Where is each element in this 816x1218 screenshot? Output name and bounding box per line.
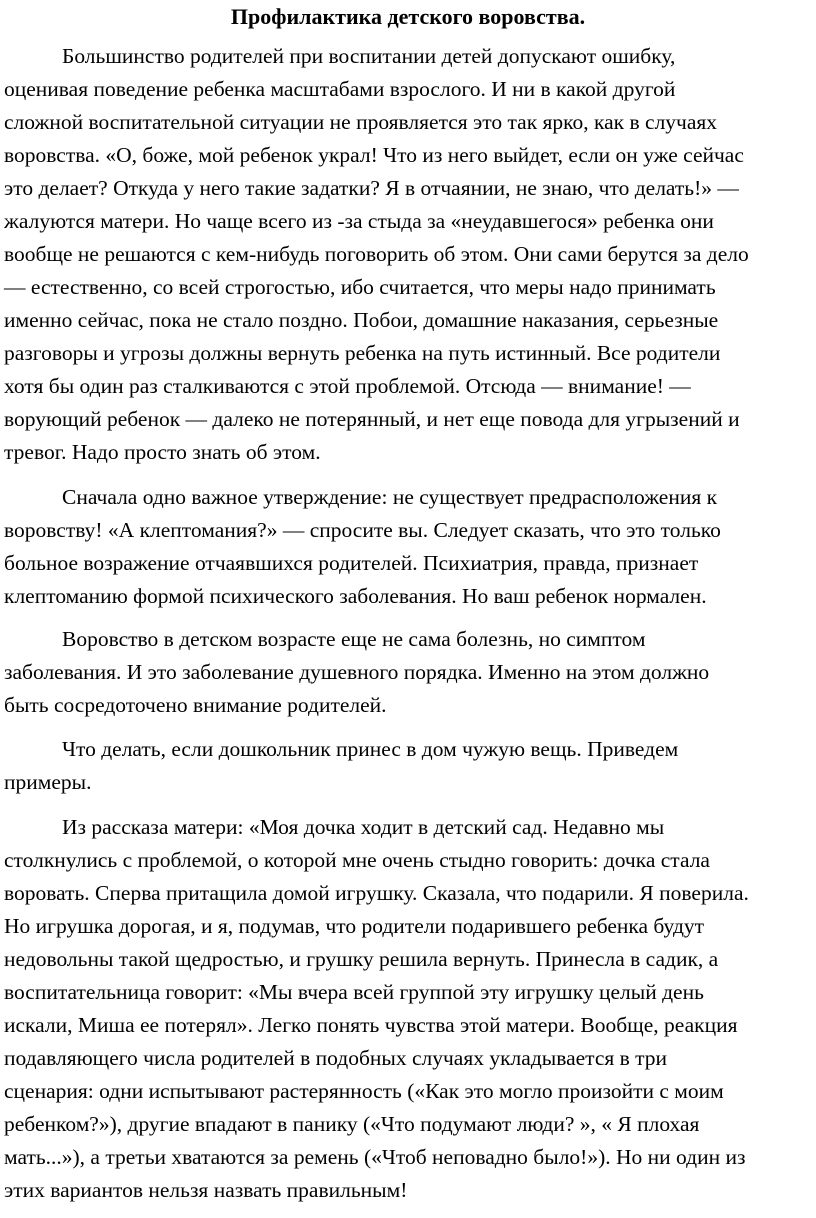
text-line: больное возражение отчаявшихся родителей. Психиатрия, правда, признает [4,551,699,575]
text-line: именно сейчас, пока не стало поздно. Побои, домашние наказания, серьезные [4,308,719,332]
text-line: воровать. Сперва притащила домой игрушку. Сказала, что подарили. Я поверила. [4,881,749,905]
text-line: оценивая поведение ребенка масштабами взрослого. И ни в какой другой [4,77,676,101]
text-line: Из рассказа матери: «Моя дочка ходит в детский сад. Недавно мы [62,815,665,839]
text-line: подавляющего числа родителей в подобных случаях укладывается в три [4,1046,668,1070]
text-line: Сначала одно важное утверждение: не существует предрасположения к [62,485,718,509]
text-line: разговоры и угрозы должны вернуть ребенка на путь истинный. Все родители [4,341,721,365]
text-line: мать...»), а третьи хватаются за ремень («Чтоб неповадно было!»). Но ни один из [4,1145,746,1169]
text-line: ворующий ребенок — далеко не потерянный, и нет еще повода для угрызений и [4,407,740,431]
text-line: Большинство родителей при воспитании детей допускают ошибку, [62,44,676,68]
text-line: искали, Миша ее потерял». Легко понять чувства этой матери. Вообще, реакция [4,1013,738,1037]
text-line: этих вариантов нельзя назвать правильным! [4,1178,408,1202]
text-line: хотя бы один раз сталкиваются с этой проблемой. Отсюда — внимание! — [4,374,691,398]
text-line: Воровство в детском возрасте еще не сама болезнь, но симптом [62,627,646,651]
text-line: вообще не решаются с кем-нибудь поговорить об этом. Они сами берутся за дело [4,242,749,266]
text-line: — естественно, со всей строгостью, ибо считается, что меры надо принимать [4,275,716,299]
text-line: быть сосредоточено внимание родителей. [4,693,387,717]
text-line: сценария: одни испытывают растерянность («Как это могло произойти с моим [4,1079,724,1103]
text-line: примеры. [4,770,92,794]
text-line: жалуются матери. Но чаще всего из -за стыда за «неудавшегося» ребенка они [4,209,714,233]
text-line: воровству! «А клептомания?» — спросите вы. Следует сказать, что это только [4,518,721,542]
text-line: столкнулись с проблемой, о которой мне очень стыдно говорить: дочка стала [4,848,710,872]
text-line: ребенком?»), другие впадают в панику («Что подумают люди? », « Я плохая [4,1112,700,1136]
text-line: воровства. «О, боже, мой ребенок украл! Что из него выйдет, если он уже сейчас [4,143,744,167]
document-title: Профилактика детского воровства. [230,4,586,29]
text-line: недовольны такой щедростью, и грушку решила вернуть. Принесла в садик, а [4,947,719,971]
text-line: Что делать, если дошкольник принес в дом чужую вещь. Приведем [62,737,679,761]
text-line: сложной воспитательной ситуации не проявляется это так ярко, как в случаях [4,110,718,134]
text-line: Но игрушка дорогая, и я, подумав, что родители подарившего ребенка будут [4,914,705,938]
text-line: клептоманию формой психического заболевания. Но ваш ребенок нормален. [4,584,707,608]
text-line: тревог. Надо просто знать об этом. [4,440,321,464]
text-line: это делает? Откуда у него такие задатки? Я в отчаянии, не знаю, что делать!» — [4,176,739,200]
text-line: воспитательница говорит: «Мы вчера всей группой эту игрушку целый день [4,980,704,1004]
text-line: заболевания. И это заболевание душевного порядка. Именно на этом должно [4,660,710,684]
